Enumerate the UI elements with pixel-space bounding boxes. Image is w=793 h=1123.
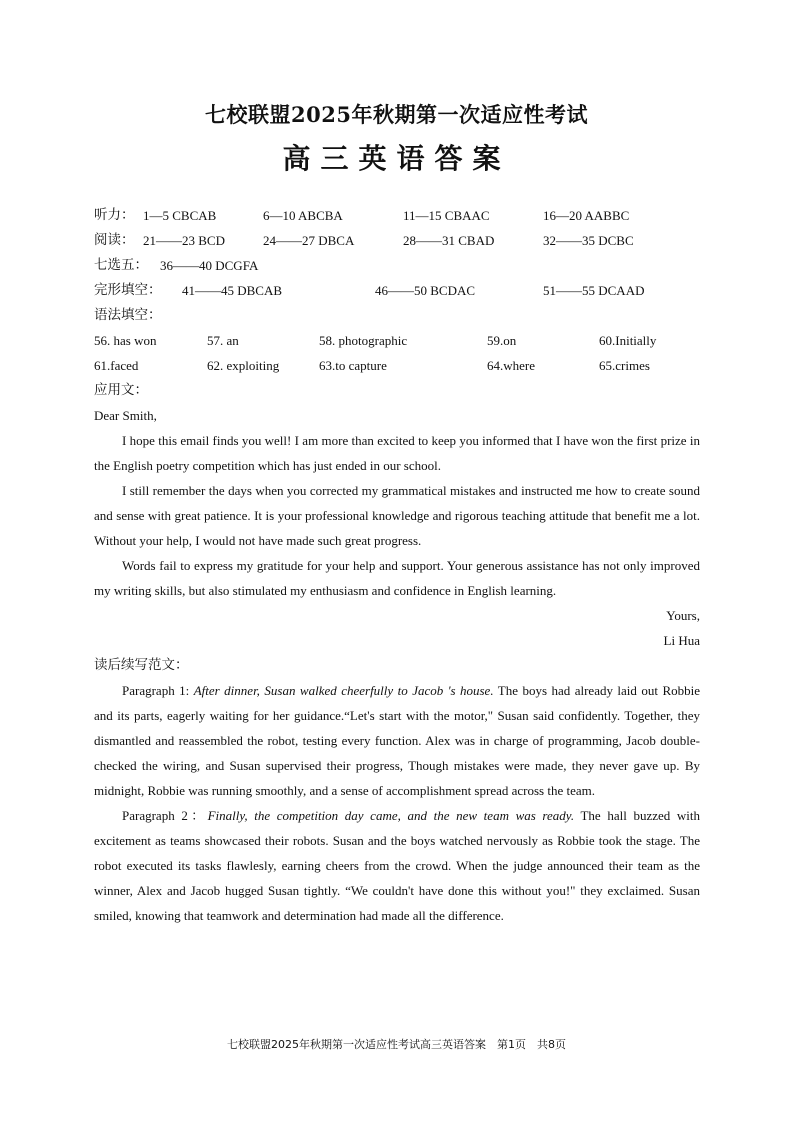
reading-group: 28——31 CBAD — [403, 233, 495, 248]
cloze-group: 46——50 BCDAC — [375, 283, 476, 298]
cloze-label: 完形填空： — [94, 282, 162, 298]
continuation-label: 读后续写范文： — [94, 657, 189, 673]
listening-row — [94, 203, 700, 228]
grammar-answer: 58. photographic — [319, 333, 408, 348]
letter-paragraph: Words fail to express my gratitude for your help and support. Your generous assistance has not only improved my writing skills, but also stimulated my enthusiasm and confidence in English learning. — [94, 558, 700, 598]
grammar-answer: 62. exploiting — [207, 358, 280, 373]
answer-content — [94, 203, 700, 928]
reading-group: 32——35 DCBC — [543, 233, 634, 248]
reading-group: 24——27 DBCA — [263, 233, 355, 248]
cloze-group: 41——45 DBCAB — [182, 283, 283, 298]
grammar-answer: 56. has won — [94, 333, 157, 348]
grammar-answer: 63.to capture — [319, 358, 387, 373]
continuation-paragraph-2 — [94, 803, 700, 928]
letter-greeting: Dear Smith, — [94, 408, 157, 423]
grammar-label: 语法填空： — [94, 307, 162, 323]
cloze-row — [94, 278, 700, 303]
grammar-answer: 61.faced — [94, 358, 139, 373]
letter-signature: Li Hua — [663, 633, 700, 648]
given-opening-sentence: Finally, the competition day came, and the new team was ready. — [207, 808, 575, 823]
grammar-answer: 60.Initially — [599, 333, 657, 348]
paragraph-body: The hall buzzed with excitement as teams showcased their robots. Susan and the boys watched nervously as Robbie took the stage. The robot executed its tasks flawlesly, earning cheers from the crowd. When the judge announced their team as the winner, Alex and Jacob hugged Susan tightly. “We couldn't have done this without you!" they exclaimed. Susan smiled, knowing that teamwork and determination had made all the difference. — [94, 808, 700, 923]
letter-paragraph: I still remember the days when you corrected my grammatical mistakes and instructed me how to create sound and sense with great patience. It is your professional knowledge and rigorous teaching attitude that benefit me a lot. Without your help, I would not have made such great progress. — [94, 483, 700, 548]
paragraph-body: The boys had already laid out Robbie and its parts, eagerly waiting for her guidance.“Let's start with the motor," Susan said confidently. Together, they dismantled and reassembled the robot, testing every function. Alex was in charge of programming, Jacob double-checked the wiring, and Susan supervised their progress, Though mistakes were made, they never gave up. By midnight, Robbie was running smoothly, and a sense of accomplishment spread across the team. — [94, 683, 701, 798]
continuation-paragraph-1 — [94, 678, 700, 803]
grammar-answer: 65.crimes — [599, 358, 650, 373]
seven-choose-five-row — [94, 253, 700, 278]
reading-row — [94, 228, 700, 253]
listening-group: 6—10 ABCBA — [263, 208, 343, 223]
grammar-answer: 57. an — [207, 333, 239, 348]
paragraph-lead: Paragraph 2： — [122, 808, 208, 823]
letter-closing: Yours, — [666, 608, 700, 623]
listening-group: 16—20 AABBC — [543, 208, 630, 223]
listening-label: 听力： — [94, 207, 135, 223]
cloze-group: 51——55 DCAAD — [543, 283, 645, 298]
listening-group: 11—15 CBAAC — [403, 208, 490, 223]
grammar-label-row — [94, 303, 700, 328]
grammar-row — [94, 353, 700, 378]
reading-group: 21——23 BCD — [143, 233, 225, 248]
answer-title: 高三英语答案 — [282, 142, 511, 175]
given-opening-sentence: After dinner, Susan walked cheerfully to Jacob 's house. — [193, 683, 494, 698]
applied-writing-label: 应用文： — [94, 382, 148, 398]
letter-paragraph: I hope this email finds you well! I am more than excited to keep you informed that I have won the first prize in the English poetry competition which has just ended in our school. — [94, 433, 700, 473]
seven-choose-five-label: 七选五： — [94, 257, 148, 273]
grammar-answer: 59.on — [487, 333, 517, 348]
grammar-answer: 64.where — [487, 358, 536, 373]
page-footer: 七校联盟2025年秋期第一次适应性考试高三英语答案 第1页 共8页 — [227, 1038, 566, 1051]
paragraph-lead: Paragraph 1: — [122, 683, 194, 698]
reading-label: 阅读： — [94, 232, 135, 248]
grammar-row — [94, 328, 700, 353]
seven-choose-five-group: 36——40 DCGFA — [160, 258, 259, 273]
listening-group: 1—5 CBCAB — [143, 208, 217, 223]
exam-title: 七校联盟2025年秋期第一次适应性考试 — [205, 102, 588, 127]
